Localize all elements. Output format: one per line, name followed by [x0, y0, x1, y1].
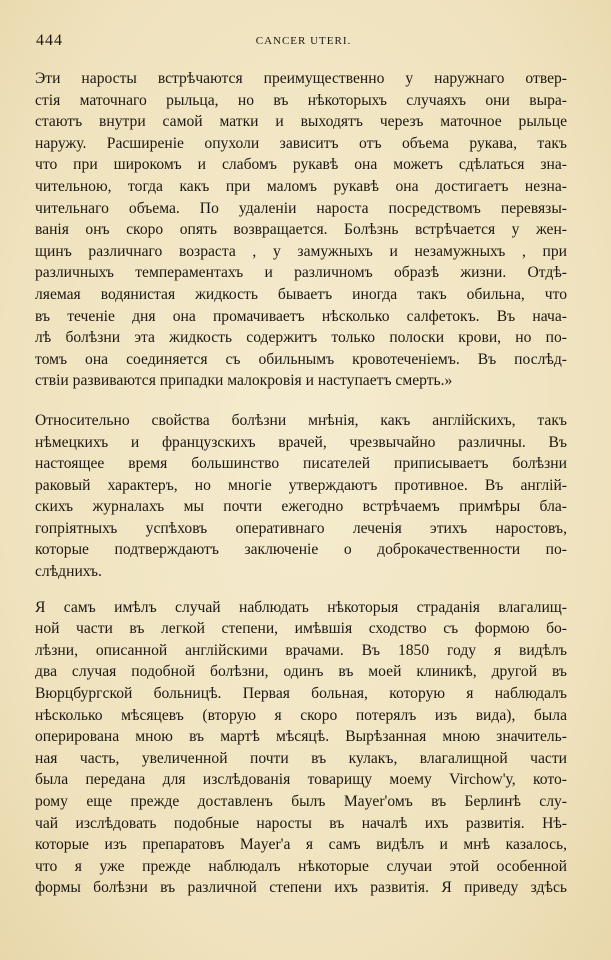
- text-line: лѣзни, описанной англійскими врачами. Въ 1850 году я видѣлъ: [35, 641, 567, 659]
- text-line: формы болѣзни въ различной степени ихъ развитія. Я приведу здѣсь: [35, 879, 567, 897]
- running-head: CANCER UTERI.: [255, 35, 352, 47]
- text-line: Вюрцбургской больницѣ. Первая больная, которую я наблюдалъ: [35, 685, 567, 703]
- text-line: ная часть, увеличенной почти въ кулакъ, влагалищной части: [35, 749, 567, 767]
- text-line: различныхъ темпераментахъ и различномъ образѣ жизни. Отдѣ-: [35, 264, 567, 282]
- text-line: что при широкомъ и слабомъ рукавѣ она можетъ сдѣлаться зна-: [35, 156, 567, 174]
- paragraph-2: [35, 410, 567, 583]
- text-line: стія маточнаго рыльца, но въ нѣкоторыхъ случаяхъ они выра-: [35, 91, 567, 109]
- text-line: оперирована мною въ мартѣ мѣсяцѣ. Вырѣзанная мною значитель-: [35, 728, 567, 746]
- text-line: щинъ различнаго возраста , у замужныхъ и незамужныхъ , при: [35, 242, 567, 260]
- text-line: которые подтверждаютъ заключеніе о доброкачественности по-: [35, 541, 567, 559]
- text-line: два случая подобной болѣзни, одинъ въ моей клиникѣ, другой въ: [35, 663, 567, 681]
- text-line: Относительно свойства болѣзни мнѣнія, какъ англійскихъ, такъ: [35, 411, 567, 429]
- text-line: ляемая водянистая жидкость бываетъ иногда такъ обильна, что: [35, 285, 567, 303]
- text-line: Эти наросты встрѣчаются преимущественно у наружнаго отвер-: [35, 70, 567, 87]
- text-line: слѣднихъ.: [35, 563, 102, 581]
- paragraph-1: [35, 68, 567, 392]
- text-line: Я самъ имѣлъ случай наблюдать нѣкоторыя страданія влагалищ-: [35, 598, 567, 616]
- text-line: чай изслѣдовать подобные наросты въ началѣ ихъ развитія. Нѣ-: [35, 814, 567, 832]
- text-line: наружу. Расширеніе опухоли зависитъ отъ объема рукава, такъ: [35, 134, 567, 152]
- text-line: чительнаго объема. По удаленіи нароста посредствомъ перевязы-: [35, 199, 567, 217]
- text-line: раковый характеръ, но многіе утверждаютъ противное. Въ англій-: [35, 476, 567, 494]
- text-line: нѣмецкихъ и французскихъ врачей, чрезвычайно различны. Въ: [35, 433, 567, 451]
- text-line: рому еще прежде доставленъ былъ Mayer'омъ въ Берлинѣ слу-: [35, 793, 567, 810]
- page-number: 444: [36, 32, 63, 49]
- text-line: гопріятныхъ успѣховъ оперативнаго леченія этихъ наростовъ,: [35, 519, 567, 537]
- text-line: ванія онъ скоро опять возвращается. Болѣзнь встрѣчается у жен-: [35, 221, 567, 239]
- text-line: стаютъ внутри самой матки и выходятъ черезъ маточное рыльце: [35, 113, 567, 131]
- text-line: ствіи развиваются припадки малокровія и наступаетъ смерть.»: [35, 372, 453, 390]
- text-line: которые изъ препаратовъ Mayer'а я самъ видѣлъ и мнѣ казалось,: [35, 836, 567, 854]
- text-line: была передана для изслѣдованія товарищу моему Virchow'у, кото-: [35, 771, 567, 789]
- body-text: [35, 68, 567, 913]
- text-line: въ теченіе дня она промачиваетъ нѣсколько салфетокъ. Въ нача-: [35, 307, 567, 325]
- text-line: настоящее время большинство писателей приписываетъ болѣзни: [35, 455, 567, 473]
- text-line: чительною, тогда какъ при маломъ рукавѣ она достигаетъ незна-: [35, 177, 567, 195]
- text-line: скихъ журналахъ мы почти ежегодно встрѣчаемъ примѣры бла-: [35, 498, 567, 516]
- text-line: лѣ болѣзни эта жидкость содержитъ только полоски крови, но по-: [35, 329, 567, 347]
- paragraph-3: [35, 597, 567, 899]
- text-line: нѣсколько мѣсяцевъ (вторую я скоро потерялъ изъ вида), была: [35, 706, 567, 724]
- page-header: [36, 32, 571, 52]
- text-line: томъ она соединяется съ обильнымъ кровотеченіемъ. Въ послѣд-: [35, 350, 567, 368]
- text-line: что я уже прежде наблюдалъ нѣкоторые случаи этой особенной: [35, 857, 567, 875]
- text-line: ной части въ легкой степени, имѣвшія сходство съ формою бо-: [35, 620, 567, 638]
